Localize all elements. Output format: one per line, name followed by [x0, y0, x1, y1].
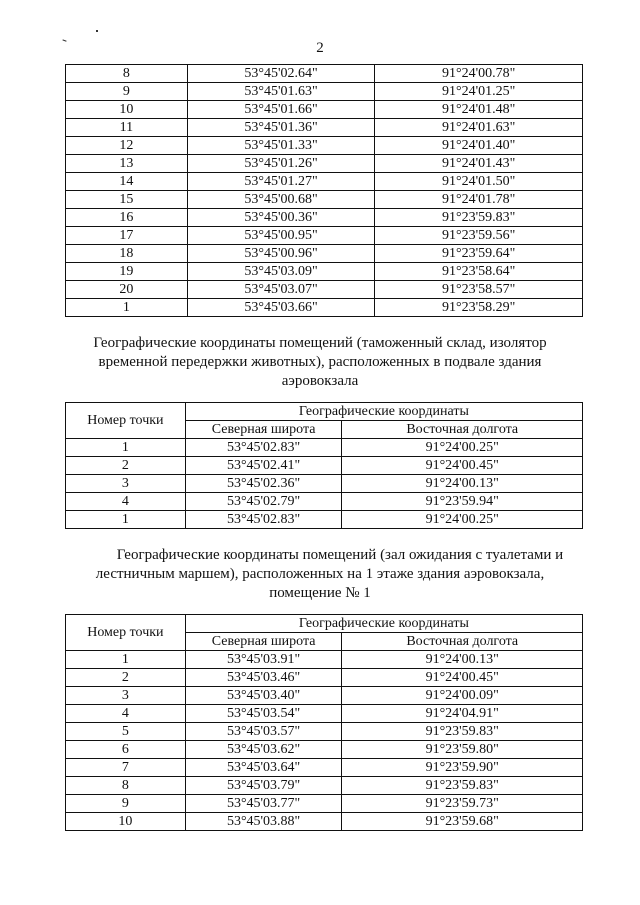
cell-latitude: 53°45'03.91"	[185, 651, 342, 669]
table-header-row	[66, 615, 583, 633]
header-longitude: Восточная долгота	[342, 421, 583, 439]
cell-point-number: 2	[66, 669, 186, 687]
table-body	[66, 651, 583, 831]
cell-longitude: 91°24'00.45"	[342, 457, 583, 475]
cell-longitude: 91°23'59.64"	[375, 245, 583, 263]
cell-latitude: 53°45'00.36"	[187, 209, 375, 227]
cell-latitude: 53°45'01.36"	[187, 119, 375, 137]
table-row	[66, 209, 583, 227]
cell-point-number: 8	[66, 65, 188, 83]
cell-longitude: 91°24'04.91"	[342, 705, 583, 723]
table-row	[66, 687, 583, 705]
cell-latitude: 53°45'01.26"	[187, 155, 375, 173]
section-heading-first-floor	[70, 546, 570, 603]
heading-line: аэровокзала	[281, 373, 359, 389]
table-row	[66, 669, 583, 687]
cell-longitude: 91°23'59.73"	[342, 795, 583, 813]
cell-point-number: 5	[66, 723, 186, 741]
cell-latitude: 53°45'03.64"	[185, 759, 342, 777]
cell-longitude: 91°24'00.25"	[342, 439, 583, 457]
cell-longitude: 91°24'00.78"	[375, 65, 583, 83]
cell-longitude: 91°23'59.94"	[342, 493, 583, 511]
cell-point-number: 1	[66, 299, 188, 317]
cell-longitude: 91°23'59.83"	[342, 777, 583, 795]
table-row	[66, 281, 583, 299]
table-row	[66, 475, 583, 493]
cell-longitude: 91°24'01.43"	[375, 155, 583, 173]
cell-latitude: 53°45'02.83"	[185, 439, 342, 457]
header-geo-coordinates: Географические координаты	[185, 403, 582, 421]
heading-line: лестничным маршем), расположенных на 1 этаже здания аэровокзала,	[95, 566, 545, 582]
header-latitude: Северная широта	[185, 421, 342, 439]
table-row	[66, 119, 583, 137]
cell-point-number: 10	[66, 813, 186, 831]
cell-longitude: 91°23'59.56"	[375, 227, 583, 245]
cell-latitude: 53°45'03.77"	[185, 795, 342, 813]
cell-point-number: 3	[66, 687, 186, 705]
cell-latitude: 53°45'01.66"	[187, 101, 375, 119]
cell-point-number: 14	[66, 173, 188, 191]
table-row	[66, 759, 583, 777]
cell-point-number: 20	[66, 281, 188, 299]
cell-longitude: 91°23'58.64"	[375, 263, 583, 281]
cell-latitude: 53°45'03.57"	[185, 723, 342, 741]
table-row	[66, 173, 583, 191]
cell-latitude: 53°45'02.83"	[185, 511, 342, 529]
cell-point-number: 2	[66, 457, 186, 475]
cell-latitude: 53°45'03.66"	[187, 299, 375, 317]
page-number: 2	[316, 40, 324, 56]
coordinates-table-basement	[65, 402, 583, 529]
cell-longitude: 91°23'59.68"	[342, 813, 583, 831]
cell-point-number: 16	[66, 209, 188, 227]
cell-longitude: 91°24'00.13"	[342, 475, 583, 493]
table-row	[66, 263, 583, 281]
header-point-number: Номер точки	[66, 403, 186, 439]
table-row	[66, 299, 583, 317]
cell-longitude: 91°24'01.63"	[375, 119, 583, 137]
cell-longitude: 91°24'00.25"	[342, 511, 583, 529]
cell-longitude: 91°24'01.48"	[375, 101, 583, 119]
section-heading-basement	[70, 334, 570, 391]
cell-point-number: 15	[66, 191, 188, 209]
cell-latitude: 53°45'01.63"	[187, 83, 375, 101]
cell-longitude: 91°23'58.29"	[375, 299, 583, 317]
cell-latitude: 53°45'00.68"	[187, 191, 375, 209]
header-geo-coordinates: Географические координаты	[185, 615, 582, 633]
coordinates-table-continuation	[65, 64, 583, 317]
cell-point-number: 13	[66, 155, 188, 173]
table-row	[66, 723, 583, 741]
cell-longitude: 91°23'59.80"	[342, 741, 583, 759]
table-row	[66, 245, 583, 263]
cell-longitude: 91°24'00.45"	[342, 669, 583, 687]
table-row	[66, 813, 583, 831]
cell-point-number: 11	[66, 119, 188, 137]
table-row	[66, 457, 583, 475]
heading-line: помещение № 1	[269, 585, 371, 601]
cell-point-number: 3	[66, 475, 186, 493]
cell-point-number: 18	[66, 245, 188, 263]
cell-latitude: 53°45'02.41"	[185, 457, 342, 475]
cell-point-number: 12	[66, 137, 188, 155]
table-row	[66, 83, 583, 101]
cell-latitude: 53°45'03.88"	[185, 813, 342, 831]
cell-latitude: 53°45'03.07"	[187, 281, 375, 299]
coordinates-table-first-floor	[65, 614, 583, 831]
cell-longitude: 91°23'59.83"	[375, 209, 583, 227]
table-row	[66, 777, 583, 795]
cell-longitude: 91°24'00.09"	[342, 687, 583, 705]
cell-point-number: 6	[66, 741, 186, 759]
cell-latitude: 53°45'02.64"	[187, 65, 375, 83]
table-row	[66, 439, 583, 457]
cell-latitude: 53°45'03.54"	[185, 705, 342, 723]
cell-point-number: 9	[66, 83, 188, 101]
table-body	[66, 439, 583, 529]
cell-point-number: 7	[66, 759, 186, 777]
cell-longitude: 91°23'59.90"	[342, 759, 583, 777]
table-row	[66, 65, 583, 83]
cell-latitude: 53°45'01.27"	[187, 173, 375, 191]
cell-point-number: 1	[66, 651, 186, 669]
table-row	[66, 795, 583, 813]
cell-latitude: 53°45'02.79"	[185, 493, 342, 511]
cell-point-number: 17	[66, 227, 188, 245]
table-row	[66, 705, 583, 723]
cell-longitude: 91°23'58.57"	[375, 281, 583, 299]
cell-longitude: 91°24'01.50"	[375, 173, 583, 191]
cell-point-number: 4	[66, 705, 186, 723]
table-row	[66, 101, 583, 119]
table-row	[66, 741, 583, 759]
cell-latitude: 53°45'03.09"	[187, 263, 375, 281]
header-longitude: Восточная долгота	[342, 633, 583, 651]
scan-dot	[96, 30, 98, 32]
cell-point-number: 1	[66, 439, 186, 457]
cell-latitude: 53°45'03.79"	[185, 777, 342, 795]
table-row	[66, 155, 583, 173]
header-point-number: Номер точки	[66, 615, 186, 651]
table-row	[66, 511, 583, 529]
cell-point-number: 4	[66, 493, 186, 511]
table-row	[66, 227, 583, 245]
cell-latitude: 53°45'01.33"	[187, 137, 375, 155]
cell-longitude: 91°24'00.13"	[342, 651, 583, 669]
cell-latitude: 53°45'02.36"	[185, 475, 342, 493]
table-row	[66, 651, 583, 669]
cell-point-number: 19	[66, 263, 188, 281]
heading-line: Географические координаты помещений (таможенный склад, изолятор	[93, 335, 547, 351]
cell-longitude: 91°24'01.25"	[375, 83, 583, 101]
cell-latitude: 53°45'03.62"	[185, 741, 342, 759]
table-row	[66, 493, 583, 511]
table-row	[66, 191, 583, 209]
heading-line: Географические координаты помещений (зал ожидания с туалетами и	[116, 547, 564, 563]
cell-latitude: 53°45'00.96"	[187, 245, 375, 263]
cell-latitude: 53°45'03.40"	[185, 687, 342, 705]
cell-point-number: 1	[66, 511, 186, 529]
cell-latitude: 53°45'00.95"	[187, 227, 375, 245]
heading-line: временной передержки животных), расположенных в подвале здания	[98, 354, 542, 370]
table-body	[66, 65, 583, 317]
cell-longitude: 91°24'01.40"	[375, 137, 583, 155]
cell-point-number: 10	[66, 101, 188, 119]
cell-longitude: 91°24'01.78"	[375, 191, 583, 209]
cell-longitude: 91°23'59.83"	[342, 723, 583, 741]
header-latitude: Северная широта	[185, 633, 342, 651]
cell-latitude: 53°45'03.46"	[185, 669, 342, 687]
table-row	[66, 137, 583, 155]
cell-point-number: 9	[66, 795, 186, 813]
table-header-row	[66, 403, 583, 421]
cell-point-number: 8	[66, 777, 186, 795]
